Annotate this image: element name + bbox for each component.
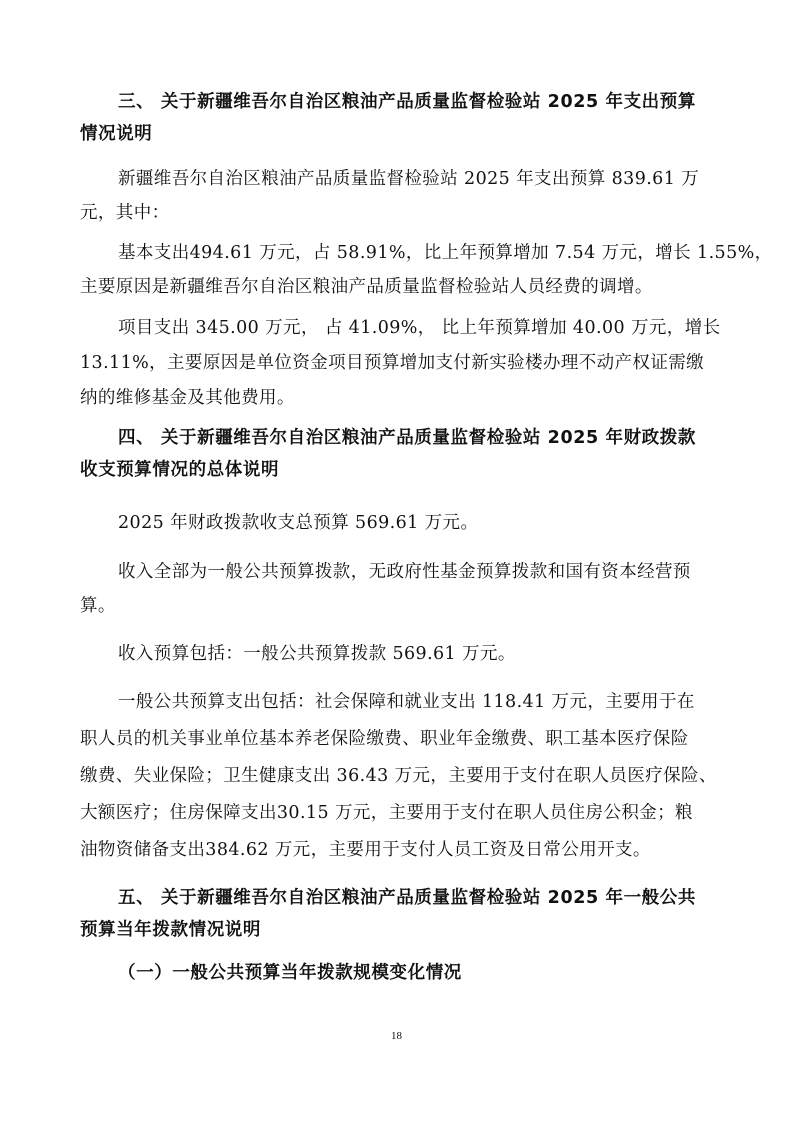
- section4-p4-line5: 油物资储备支出384.62 万元，主要用于支付人员工资及日常公用开支。: [80, 840, 651, 860]
- page-number: 18: [391, 1030, 402, 1042]
- section3-title-line2: 情况说明: [80, 124, 153, 144]
- section4-p2-line1: 收入全部为一般公共预算拨款，无政府性基金预算拨款和国有资本经营预: [118, 562, 691, 582]
- section4-p4-line1: 一般公共预算支出包括：社会保障和就业支出 118.41 万元，主要用于在: [118, 692, 695, 712]
- section3-p2-line1: 基本支出494.61 万元，占 58.91%，比上年预算增加 7.54 万元，增长 1.55%，: [118, 243, 773, 263]
- section5-title-line2: 预算当年拨款情况说明: [80, 920, 261, 940]
- section3-p1-line2: 元，其中：: [80, 203, 170, 223]
- section4-p3: 收入预算包括：一般公共预算拨款 569.61 万元。: [118, 644, 516, 664]
- section5-subheading-1: （一）一般公共预算当年拨款规模变化情况: [118, 963, 462, 983]
- section3-p3-line1: 项目支出 345.00 万元， 占 41.09%， 比上年预算增加 40.00 万元，增长: [118, 318, 721, 338]
- section4-title-line1: 四、 关于新疆维吾尔自治区粮油产品质量监督检验站 2025 年财政拨款: [118, 428, 696, 448]
- section4-p4-line3: 缴费、失业保险；卫生健康支出 36.43 万元，主要用于支付在职人员医疗保险、: [80, 766, 717, 786]
- section4-p4-line4: 大额医疗；住房保障支出30.15 万元，主要用于支付在职人员住房公积金；粮: [80, 803, 693, 823]
- section5-title-line1: 五、 关于新疆维吾尔自治区粮油产品质量监督检验站 2025 年一般公共: [118, 888, 696, 908]
- section4-p4-line2: 职人员的机关事业单位基本养老保险缴费、职业年金缴费、职工基本医疗保险: [80, 729, 689, 749]
- section3-title-line1: 三、 关于新疆维吾尔自治区粮油产品质量监督检验站 2025 年支出预算: [118, 92, 696, 112]
- section3-p3-line2: 13.11%，主要原因是单位资金项目预算增加支付新实验楼办理不动产权证需缴: [80, 353, 705, 373]
- section4-p1: 2025 年财政拨款收支总预算 569.61 万元。: [118, 513, 479, 533]
- section4-title-line2: 收支预算情况的总体说明: [80, 460, 280, 480]
- section4-p2-line2: 算。: [80, 596, 116, 616]
- section3-p1-line1: 新疆维吾尔自治区粮油产品质量监督检验站 2025 年支出预算 839.61 万: [118, 169, 700, 189]
- section3-p3-line3: 纳的维修基金及其他费用。: [80, 388, 295, 408]
- section3-p2-line2: 主要原因是新疆维吾尔自治区粮油产品质量监督检验站人员经费的调增。: [80, 277, 653, 297]
